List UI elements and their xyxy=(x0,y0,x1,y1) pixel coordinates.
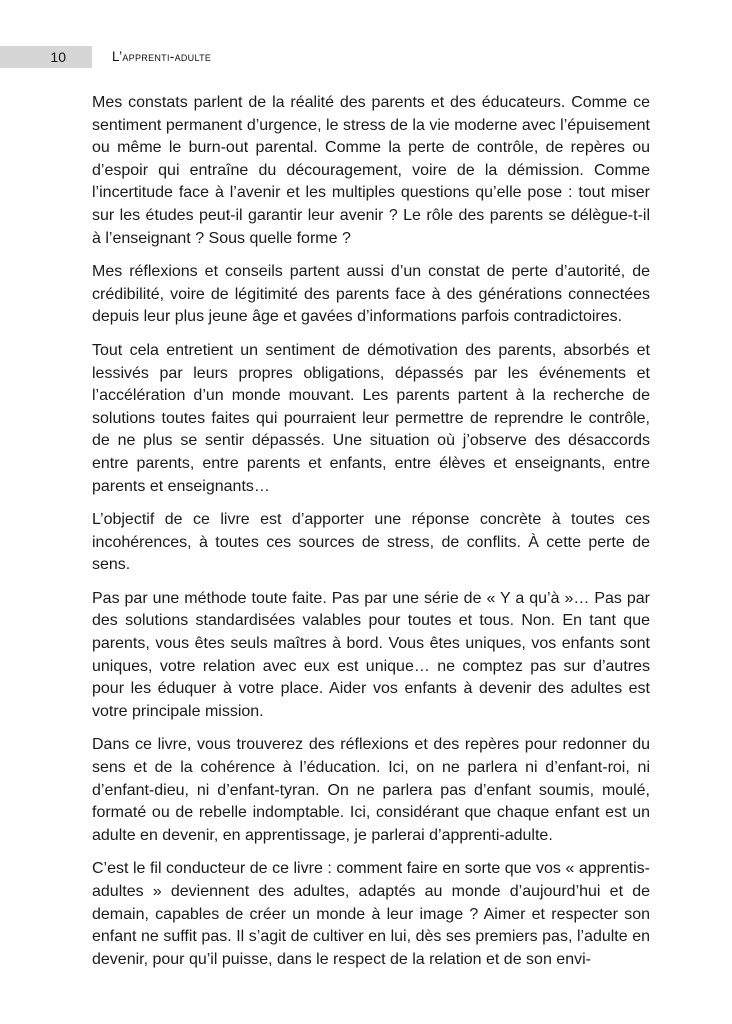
body-text xyxy=(92,92,650,982)
paragraph-2: Mes réflexions et conseils partent aussi d’un constat de perte d’autorité, de crédibilité, voire de légitimité des parents face à des générations connectées depuis leur plus jeune âge et gavées d’informations parfois contradictoires. xyxy=(92,263,650,326)
paragraph-7: C’est le fil conducteur de ce livre : comment faire en sorte que vos « apprentis-adultes » deviennent des adultes, adaptés au monde d’aujourd’hui et de demain, capables de créer un monde à leur image ? Aimer et respecter son enfant ne suffit pas. Il s’agit de cultiver en lui, dès ses premiers pas, l’adulte en devenir, pour qu’il puisse, dans le respect de la relation et de son envi- xyxy=(92,860,650,968)
running-title: L’apprenti-adulte xyxy=(112,49,212,64)
paragraph-4: L’objectif de ce livre est d’apporter une réponse concrète à toutes ces incohérences, à toutes ces sources de stress, de conflits. À cette perte de sens. xyxy=(92,511,650,574)
page-number-band xyxy=(0,46,92,68)
paragraph-3: Tout cela entretient un sentiment de démotivation des parents, absorbés et lessivés par leurs propres obligations, dépassés par les événements et l’accélération d’un monde mouvant. Les parents partent à la recherche de solutions toutes faites qui pourraient leur permettre de reprendre le contrôle, de ne plus se sentir dépassés. Une situation où j’observe des désaccords entre parents, entre parents et enfants, entre élèves et enseignants, entre parents et enseignants… xyxy=(92,341,650,495)
paragraph-5: Pas par une méthode toute faite. Pas par une série de « Y a qu’à »… Pas par des solutions standardisées valables pour toutes et tous. Non. En tant que parents, vous êtes seuls maîtres à bord. Vous êtes uniques, vos enfants sont uniques, votre relation avec eux est unique… ne comptez pas sur d’autres pour les éduquer à votre place. Aider vos enfants à devenir des adultes est votre principale mission. xyxy=(92,589,650,720)
page-number: 10 xyxy=(50,49,66,65)
paragraph-1: Mes constats parlent de la réalité des parents et des éducateurs. Comme ce sentiment permanent d’urgence, le stress de la vie moderne avec l’épuisement ou même le burn-out parental. Comme la perte de contrôle, de repères ou d’espoir qui entraîne du découragement, voire de la démission. Comme l’incertitude face à l’avenir et les multiples questions qu’elle pose : tout miser sur les études peut-il garantir leur avenir ? Le rôle des parents se délègue-t-il à l’enseignant ? Sous quelle forme ? xyxy=(92,94,650,247)
page-header xyxy=(0,46,732,68)
paragraph-6: Dans ce livre, vous trouverez des réflexions et des repères pour redonner du sens et de la cohérence à l’éducation. Ici, on ne parlera ni d’enfant-roi, ni d’enfant-dieu, ni d’enfant-tyran. On ne parlera pas d’enfant soumis, moulé, formaté ou de rebelle indomptable. Ici, considérant que chaque enfant est un adulte en devenir, en apprentissage, je parlerai d’apprenti-adulte. xyxy=(92,736,650,844)
